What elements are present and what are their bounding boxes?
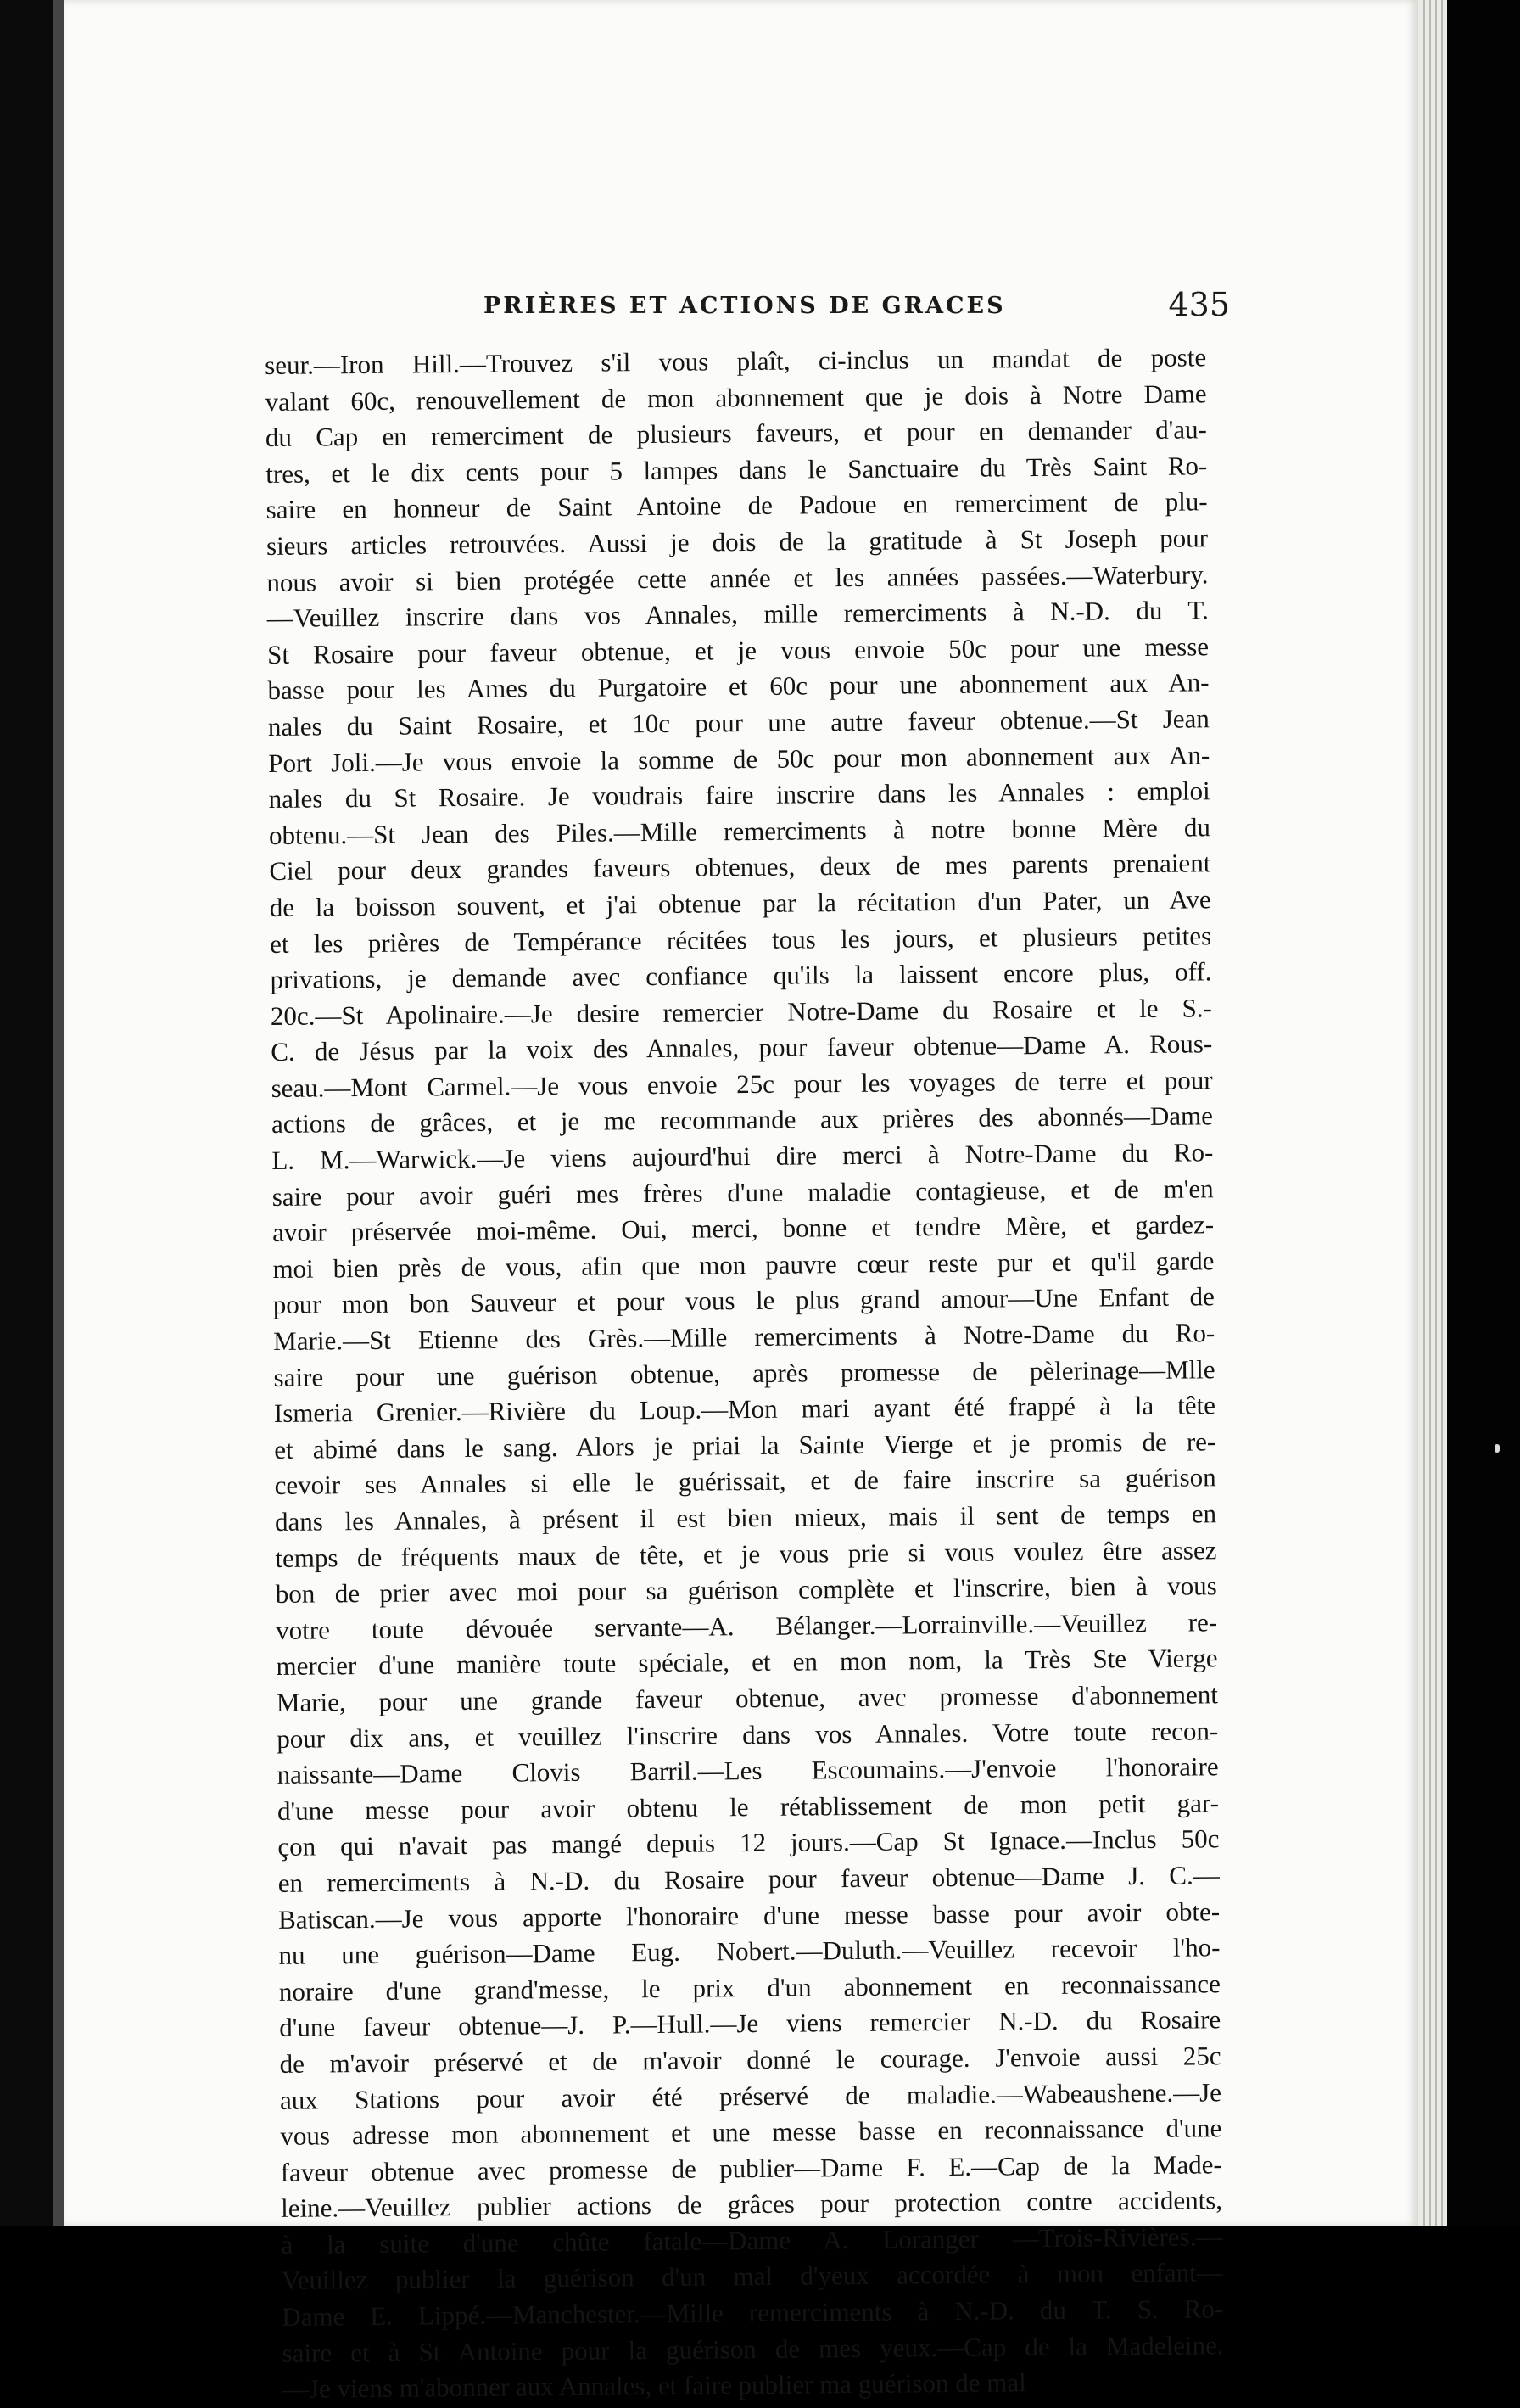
dust-speck	[1495, 1444, 1500, 1453]
text-line: C. de Jésus par la voix des Annales, pour faveur obtenue—Dame A. Rous-	[271, 1028, 1213, 1067]
text-line: Batiscan.—Je vous apporte l'honoraire d'une messe basse pour avoir obte-	[278, 1896, 1221, 1935]
text-line: avoir préservée moi-même. Oui, merci, bonne et tendre Mère, et gardez-	[271, 1209, 1215, 1248]
text-line: d'une messe pour avoir obtenu le rétablissement de mon petit gar-	[277, 1787, 1220, 1826]
text-line: saire en honneur de Saint Antoine de Padoue en remerciment de plu-	[265, 486, 1208, 525]
text-line: basse pour les Ames du Purgatoire et 60c pour une abonnement aux An-	[267, 667, 1210, 706]
text-line: saire et à St Antoine pour la guérison de mes yeux.—Cap de la Madeleine.	[282, 2329, 1224, 2368]
text-line: saire pour une guérison obtenue, après promesse de pèlerinage—Mlle	[273, 1353, 1215, 1392]
text-line: aux Stations pour avoir été préservé de maladie.—Wabeaushene.—Je	[279, 2076, 1222, 2115]
text-line: L. M.—Warwick.—Je viens aujourd'hui dire merci à Notre-Dame du Ro-	[271, 1137, 1214, 1176]
scan-border-left	[0, 0, 53, 2226]
text-line: mercier d'une manière toute spéciale, et en mon nom, la Très Ste Vierge	[276, 1643, 1218, 1682]
page-edge-line	[1435, 0, 1437, 2226]
running-title: PRIÈRES ET ACTIONS DE GRACES	[483, 293, 1006, 319]
text-line: nu une guérison—Dame Eug. Nobert.—Duluth.—Veuillez recevoir l'ho-	[278, 1932, 1221, 1971]
page-edge-line	[1423, 0, 1425, 2226]
text-line: seau.—Mont Carmel.—Je vous envoie 25c pour les voyages de terre et pour	[271, 1065, 1213, 1103]
scan-border-right	[1447, 0, 1520, 2226]
text-line: 20c.—St Apolinaire.—Je desire remercier Notre-Dame du Rosaire et le S.-	[270, 992, 1212, 1031]
text-line: naissante—Dame Clovis Barril.—Les Escoumains.—J'envoie l'honoraire	[277, 1751, 1219, 1790]
binding-shadow	[53, 0, 64, 2226]
text-line: actions de grâces, et je me recommande aux prières des abonnés—Dame	[271, 1100, 1214, 1140]
text-line: cevoir ses Annales si elle le guérissait, et de faire inscrire sa guérison	[274, 1462, 1216, 1501]
text-line: et les prières de Tempérance récitées tous les jours, et plusieurs petites	[269, 920, 1212, 959]
text-line: de la boisson souvent, et j'ai obtenue par la récitation d'un Pater, un Ave	[269, 884, 1211, 922]
text-line: Marie.—St Etienne des Grès.—Mille remerciments à Notre-Dame du Ro-	[273, 1318, 1215, 1356]
text-line: nous avoir si bien protégée cette année et les années passées.—Waterbury.	[266, 558, 1209, 597]
text-line: moi bien près de vous, afin que mon pauvre cœur reste pur et qu'il garde	[272, 1246, 1215, 1284]
text-line: obtenu.—St Jean des Piles.—Mille remerciments à notre bonne Mère du	[268, 812, 1211, 850]
text-line: pour dix ans, et veuillez l'inscrire dans vos Annales. Votre toute recon-	[277, 1715, 1219, 1754]
text-line: leine.—Veuillez publier actions de grâces pour protection contre accidents,	[280, 2185, 1223, 2224]
text-line: en remerciments à N.-D. du Rosaire pour faveur obtenue—Dame J. C.—	[277, 1860, 1220, 1898]
text-line: temps de fréquents maux de tête, et je vous prie si vous voulez être assez	[275, 1534, 1217, 1573]
page-header	[263, 286, 1238, 344]
text-line: bon de prier avec moi pour sa guérison complète et l'inscrire, bien à vous	[275, 1571, 1217, 1610]
page-edge-line	[1441, 0, 1443, 2226]
text-line: sieurs articles retrouvées. Aussi je dois de la gratitude à St Joseph pour	[265, 523, 1209, 561]
text-line: Port Joli.—Je vous envoie la somme de 50c pour mon abonnement aux An-	[268, 739, 1210, 778]
body-text	[265, 339, 1224, 2407]
page-edge-line	[1429, 0, 1431, 2226]
text-line: du Cap en remerciment de plusieurs faveurs, et pour en demander d'au-	[265, 414, 1208, 453]
text-line: Marie, pour une grande faveur obtenue, avec promesse d'abonnement	[276, 1679, 1219, 1717]
text-line: nales du Saint Rosaire, et 10c pour une autre faveur obtenue.—St Jean	[267, 703, 1210, 742]
text-line: Veuillez publier la guérison d'un mal d'yeux accordée à mon enfant—	[281, 2257, 1223, 2296]
text-line: faveur obtenue avec promesse de publier—Dame F. E.—Cap de la Made-	[280, 2148, 1222, 2187]
text-line: dans les Annales, à présent il est bien mieux, mais il sent de temps en	[274, 1498, 1217, 1537]
page-edges	[1418, 0, 1447, 2226]
text-line: çon qui n'avait pas mangé depuis 12 jours.—Cap St Ignace.—Inclus 50c	[277, 1823, 1220, 1862]
text-line: d'une faveur obtenue—J. P.—Hull.—Je viens remercier N.-D. du Rosaire	[279, 2004, 1221, 2043]
text-line: —Veuillez inscrire dans vos Annales, mille remerciments à N.-D. du T.	[266, 595, 1209, 634]
text-line: Dame E. Lippé.—Manchester.—Mille remerciments à N.-D. du T. S. Ro-	[282, 2293, 1224, 2332]
text-line: de m'avoir préservé et de m'avoir donné le courage. J'envoie aussi 25c	[279, 2041, 1221, 2079]
text-line: nales du St Rosaire. Je voudrais faire inscrire dans les Annales : emploi	[268, 776, 1210, 815]
text-line: valant 60c, renouvellement de mon abonnement que je dois à Notre Dame	[265, 378, 1207, 417]
text-line: votre toute dévouée servante—A. Bélanger.—Lorrainville.—Veuillez re-	[276, 1607, 1218, 1645]
text-line: St Rosaire pour faveur obtenue, et je vous envoie 50c pour une messe	[266, 631, 1210, 669]
text-line: saire pour avoir guéri mes frères d'une maladie contagieuse, et de m'en	[271, 1173, 1214, 1212]
text-line: Ismeria Grenier.—Rivière du Loup.—Mon mari ayant été frappé à la tête	[273, 1390, 1216, 1429]
text-line: pour mon bon Sauveur et pour vous le plus grand amour—Une Enfant de	[272, 1281, 1215, 1320]
text-line: tres, et le dix cents pour 5 lampes dans le Sanctuaire du Très Saint Ro-	[265, 451, 1208, 489]
text-line: à la suite d'une chûte fatale—Dame A. Loranger —Trois-Rivières.—	[281, 2221, 1223, 2260]
text-line: privations, je demande avec confiance qu'ils la laissent encore plus, off.	[270, 956, 1212, 995]
text-line: noraire d'une grand'messe, le prix d'un abonnement en reconnaissance	[278, 1968, 1221, 2007]
text-line: seur.—Iron Hill.—Trouvez s'il vous plaît, ci-inclus un mandat de poste	[265, 342, 1207, 380]
text-line: vous adresse mon abonnement et une messe basse en reconnaissance d'une	[280, 2113, 1222, 2152]
text-line: Ciel pour deux grandes faveurs obtenues, deux de mes parents prenaient	[269, 848, 1211, 887]
text-line: et abimé dans le sang. Alors je priai la Sainte Vierge et je promis de re-	[274, 1426, 1216, 1464]
page-number: 435	[1168, 286, 1230, 323]
text-line: —Je viens m'abonner aux Annales, et faire publier ma guérison de mal	[282, 2367, 1026, 2405]
